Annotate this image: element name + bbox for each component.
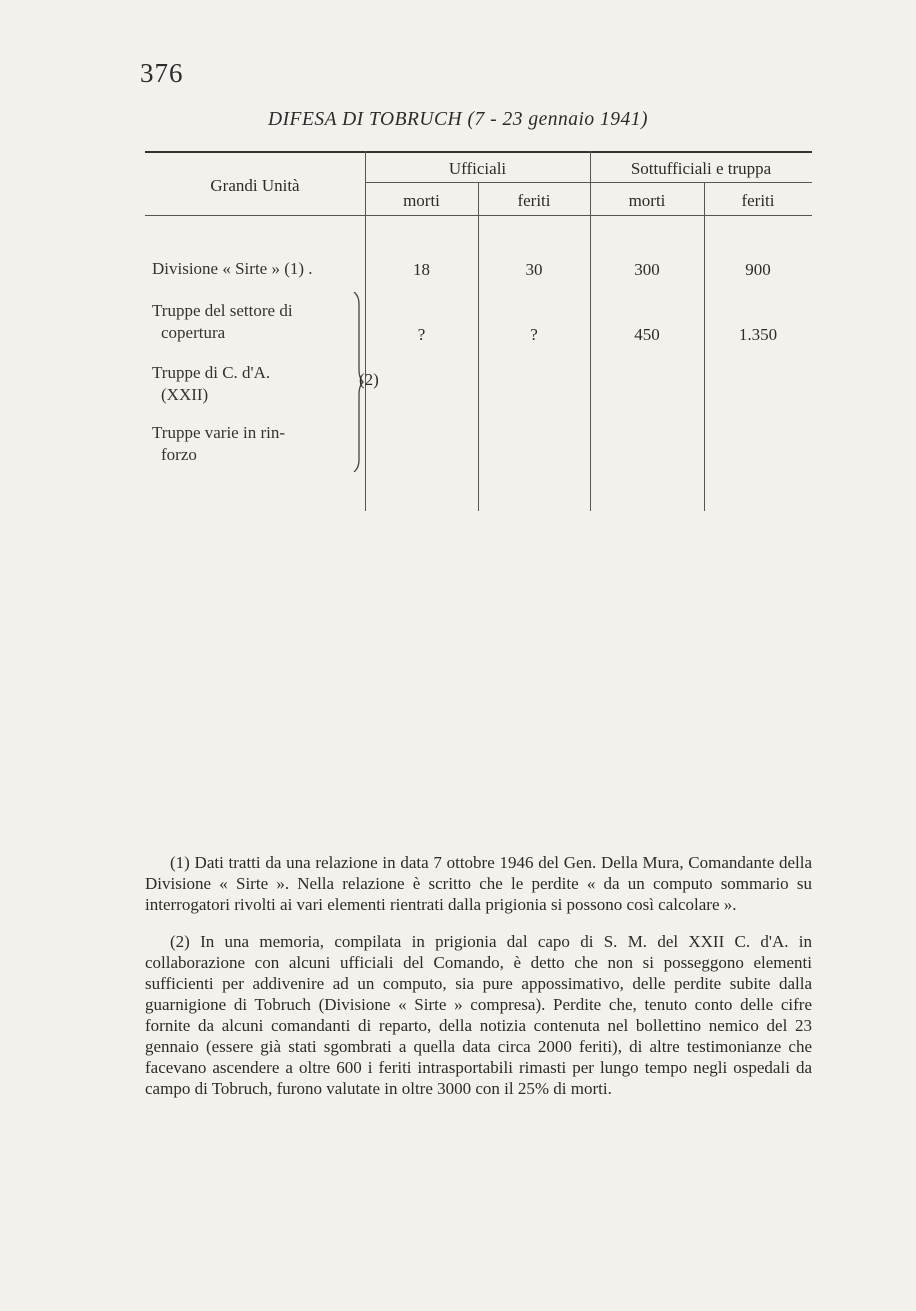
header-sottufficiali-truppa: Sottufficiali e truppa [630,159,772,178]
footnotes [145,852,812,1115]
group-note-reference: (2) [359,370,379,389]
cell-value: 450 [634,325,660,344]
footnote-2: (2) In una memoria, compilata in prigionia dal capo di S. M. del XXII C. d'A. in collaborazione con alcuni ufficiali del Comando, è detto che non si posseggono elementi sufficienti per addivenire ad un computo, sia pure appossimativo, delle perdite subite dalla guarnigione di Tobruch (Divisione « Sirte » compresa). Perdite che, tenuto conto delle cifre fornite da alcuni comandanti di reparto, della notizia contenuta nel bollettino nemico del 23 gennaio (essere già stati sgombrati a quella data circa 2000 feriti), di altre testimonianze che facevano ascendere a oltre 600 i feriti intrasportabili rimasti per lungo tempo negli ospedali da campo di Tobruch, furono valutate in oltre 3000 con il 25% di morti. [145,932,812,1098]
row-label-truppe-varie [152,422,285,466]
header-grandi-unita: Grandi Unità [210,176,300,195]
cell-value: 18 [413,260,430,279]
cell-value: 300 [634,260,660,279]
table-top-rule [145,151,812,153]
page-title: DIFESA DI TOBRUCH (7 - 23 gennaio 1941) [267,109,649,130]
row-label-line: (XXII) [161,385,209,404]
row-label-divisione-sirte: Divisione « Sirte » (1) . [152,259,313,278]
column-rule [478,182,479,511]
losses-table [0,0,916,520]
cell-value: 30 [525,260,543,279]
cell-value: 1.350 [738,325,778,344]
row-label-line: copertura [161,323,226,342]
cell-value: ? [417,325,426,344]
header-officers-wounded: feriti [517,191,551,210]
cell-value: 900 [745,260,771,279]
page-number: 376 [140,58,184,88]
row-label-line: forzo [161,445,197,464]
row-label-line: Truppe varie in rin- [152,423,285,442]
cell-value: ? [530,325,538,344]
header-ufficiali: Ufficiali [448,159,507,178]
row-label-truppe-settore [152,300,293,344]
group-header-rule [365,182,812,183]
column-rule [704,182,705,511]
header-troops-dead: morti [628,191,666,210]
header-officers-dead: morti [403,191,440,210]
row-label-line: Truppe di C. d'A. [152,363,271,382]
header-troops-wounded: feriti [741,191,775,210]
row-label-line: Truppe del settore di [152,301,293,320]
row-label-truppe-cda [152,362,270,406]
footnote-1: (1) Dati tratti da una relazione in data 7 ottobre 1946 del Gen. Della Mura, Comandante della Divisione « Sirte ». Nella relazione è scritto che le perdite « da un computo sommario su interrogatori rivolti ai vari elementi rientrati dalla prigionia si possono così calcolare ». [145,853,812,914]
